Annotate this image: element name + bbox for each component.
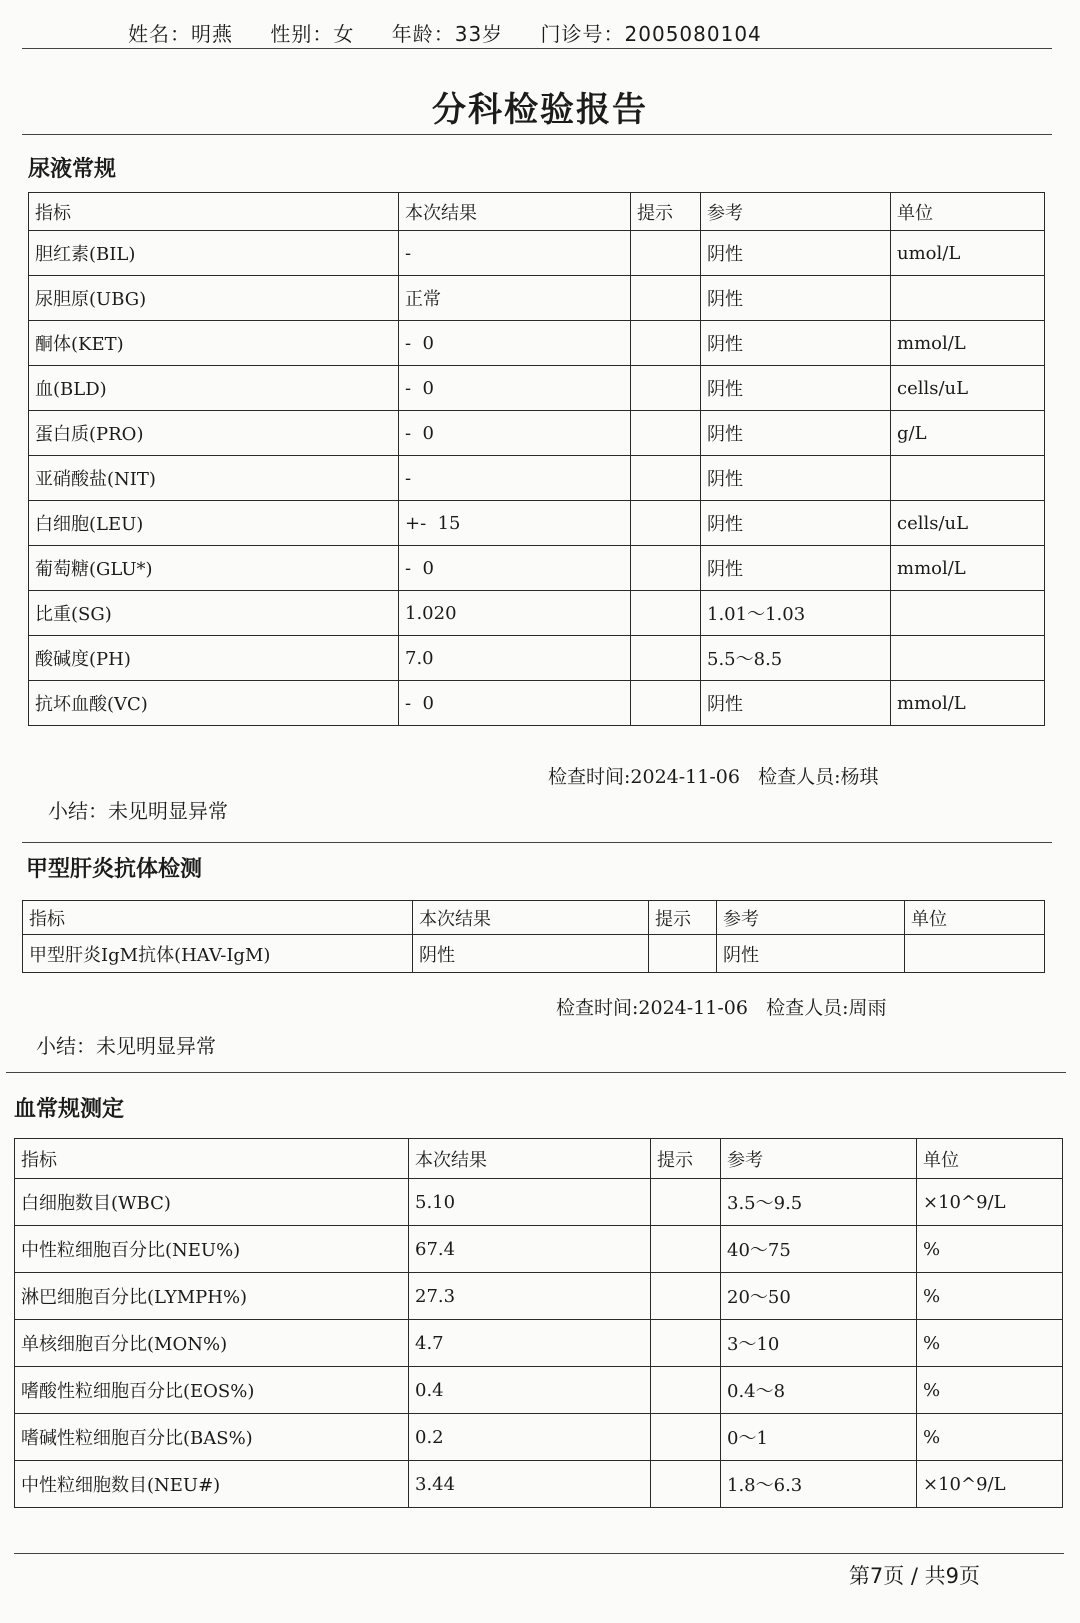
patient-name: 姓名：明燕 (128, 22, 233, 46)
col-unit: mmol/L (891, 546, 1045, 591)
col-ref: 阴性 (717, 935, 905, 973)
header-col-name: 指标 (23, 901, 413, 935)
col-unit: % (917, 1367, 1063, 1414)
col-ref: 5.5～8.5 (701, 636, 891, 681)
table-row (29, 276, 1045, 321)
col-unit: cells/uL (891, 501, 1045, 546)
report-title: 分科检验报告 (432, 90, 648, 130)
header-col-hint: 提示 (651, 1139, 721, 1179)
col-name: 血(BLD) (29, 366, 399, 411)
col-hint (631, 636, 701, 681)
check-info-urine (548, 762, 878, 789)
col-unit (891, 456, 1045, 501)
col-ref: 0.4～8 (721, 1367, 917, 1414)
summary-hav: 小结：未见明显异常 (36, 1034, 216, 1058)
col-hint (651, 1414, 721, 1461)
col-result: 阴性 (413, 935, 649, 973)
checker: 检查人员:周雨 (766, 997, 887, 1019)
col-ref: 20～50 (721, 1273, 917, 1320)
col-result: 0.4 (409, 1367, 651, 1414)
col-hint (651, 1367, 721, 1414)
table-row (29, 456, 1045, 501)
col-unit: ×10^9/L (917, 1179, 1063, 1226)
table-row (29, 681, 1045, 726)
table-row (29, 636, 1045, 681)
section-title-urine: 尿液常规 (28, 157, 117, 182)
col-result: - 0 (399, 411, 631, 456)
col-hint (631, 411, 701, 456)
table-row (15, 1226, 1063, 1273)
table-row (29, 591, 1045, 636)
col-ref: 阴性 (701, 321, 891, 366)
table-row (15, 1367, 1063, 1414)
col-name: 中性粒细胞百分比(NEU%) (15, 1226, 409, 1273)
col-result: - 0 (399, 366, 631, 411)
table-header-row (23, 901, 1045, 935)
table-row (29, 231, 1045, 276)
header-col-ref: 参考 (701, 193, 891, 231)
col-name: 蛋白质(PRO) (29, 411, 399, 456)
col-name: 葡萄糖(GLU*) (29, 546, 399, 591)
col-ref: 阴性 (701, 411, 891, 456)
table-header-row (15, 1139, 1063, 1179)
page-number: 第7页 / 共9页 (848, 1564, 980, 1588)
header-col-hint: 提示 (631, 193, 701, 231)
col-unit (891, 636, 1045, 681)
col-name: 胆红素(BIL) (29, 231, 399, 276)
hav-table (22, 900, 1045, 973)
col-name: 淋巴细胞百分比(LYMPH%) (15, 1273, 409, 1320)
col-name: 酸碱度(PH) (29, 636, 399, 681)
col-hint (631, 366, 701, 411)
table-row (29, 366, 1045, 411)
summary-urine: 小结：未见明显异常 (48, 799, 228, 823)
col-unit: % (917, 1320, 1063, 1367)
blood-table (14, 1138, 1063, 1508)
table-row (29, 321, 1045, 366)
header-col-ref: 参考 (721, 1139, 917, 1179)
col-ref: 阴性 (701, 276, 891, 321)
col-hint (631, 546, 701, 591)
table-row (15, 1320, 1063, 1367)
col-hint (649, 935, 717, 973)
col-result: +- 15 (399, 501, 631, 546)
check-time: 检查时间:2024-11-06 (548, 766, 740, 788)
col-ref: 1.8～6.3 (721, 1461, 917, 1508)
header-col-hint: 提示 (649, 901, 717, 935)
col-ref: 阴性 (701, 366, 891, 411)
col-name: 白细胞(LEU) (29, 501, 399, 546)
check-time: 检查时间:2024-11-06 (556, 997, 748, 1019)
header-col-unit: 单位 (891, 193, 1045, 231)
header-col-unit: 单位 (905, 901, 1045, 935)
col-unit: mmol/L (891, 321, 1045, 366)
table-row (15, 1179, 1063, 1226)
header-col-result: 本次结果 (413, 901, 649, 935)
table-row (29, 546, 1045, 591)
section-title-blood: 血常规测定 (14, 1097, 125, 1122)
col-hint (651, 1273, 721, 1320)
col-hint (631, 681, 701, 726)
header-col-unit: 单位 (917, 1139, 1063, 1179)
table-row (23, 935, 1045, 973)
col-unit: cells/uL (891, 366, 1045, 411)
col-hint (631, 456, 701, 501)
col-unit: g/L (891, 411, 1045, 456)
patient-header (128, 18, 792, 47)
check-info-hav (556, 993, 886, 1020)
col-name: 比重(SG) (29, 591, 399, 636)
col-ref: 阴性 (701, 231, 891, 276)
col-hint (651, 1179, 721, 1226)
table-row (15, 1461, 1063, 1508)
col-hint (651, 1226, 721, 1273)
patient-gender: 性别：女 (270, 22, 355, 46)
col-ref: 阴性 (701, 456, 891, 501)
col-name: 甲型肝炎IgM抗体(HAV-IgM) (23, 935, 413, 973)
col-ref: 1.01～1.03 (701, 591, 891, 636)
col-hint (631, 321, 701, 366)
col-result: 27.3 (409, 1273, 651, 1320)
col-hint (631, 276, 701, 321)
table-row (29, 411, 1045, 456)
title-divider (22, 134, 1052, 135)
header-divider (22, 48, 1052, 49)
col-result: 5.10 (409, 1179, 651, 1226)
col-hint (651, 1461, 721, 1508)
col-ref: 3.5～9.5 (721, 1179, 917, 1226)
col-result: 1.020 (399, 591, 631, 636)
col-name: 抗坏血酸(VC) (29, 681, 399, 726)
col-name: 亚硝酸盐(NIT) (29, 456, 399, 501)
col-result: - 0 (399, 681, 631, 726)
footer-divider (14, 1553, 1064, 1554)
col-result: - (399, 456, 631, 501)
col-unit (905, 935, 1045, 973)
col-name: 酮体(KET) (29, 321, 399, 366)
col-hint (631, 591, 701, 636)
section-title-hav: 甲型肝炎抗体检测 (26, 857, 203, 882)
col-ref: 阴性 (701, 546, 891, 591)
col-ref: 40～75 (721, 1226, 917, 1273)
col-name: 单核细胞百分比(MON%) (15, 1320, 409, 1367)
col-result: 67.4 (409, 1226, 651, 1273)
col-unit: mmol/L (891, 681, 1045, 726)
col-unit: % (917, 1226, 1063, 1273)
col-hint (651, 1320, 721, 1367)
col-ref: 0～1 (721, 1414, 917, 1461)
section-divider (6, 1072, 1066, 1073)
col-unit: ×10^9/L (917, 1461, 1063, 1508)
col-name: 嗜碱性粒细胞百分比(BAS%) (15, 1414, 409, 1461)
table-header-row (29, 193, 1045, 231)
table-row (29, 501, 1045, 546)
table-row (15, 1273, 1063, 1320)
col-result: - (399, 231, 631, 276)
col-result: - 0 (399, 546, 631, 591)
col-result: 4.7 (409, 1320, 651, 1367)
col-unit: % (917, 1414, 1063, 1461)
header-col-name: 指标 (29, 193, 399, 231)
header-col-result: 本次结果 (399, 193, 631, 231)
clinic-number: 门诊号：2005080104 (540, 22, 762, 46)
col-name: 尿胆原(UBG) (29, 276, 399, 321)
col-name: 嗜酸性粒细胞百分比(EOS%) (15, 1367, 409, 1414)
col-ref: 3～10 (721, 1320, 917, 1367)
col-unit (891, 276, 1045, 321)
col-unit: umol/L (891, 231, 1045, 276)
col-unit: % (917, 1273, 1063, 1320)
col-hint (631, 231, 701, 276)
checker: 检查人员:杨琪 (758, 766, 879, 788)
section-divider (22, 842, 1052, 843)
col-result: - 0 (399, 321, 631, 366)
table-row (15, 1414, 1063, 1461)
col-result: 正常 (399, 276, 631, 321)
col-unit (891, 591, 1045, 636)
col-hint (631, 501, 701, 546)
urine-table (28, 192, 1045, 726)
col-result: 3.44 (409, 1461, 651, 1508)
header-col-result: 本次结果 (409, 1139, 651, 1179)
col-name: 中性粒细胞数目(NEU#) (15, 1461, 409, 1508)
patient-age: 年龄：33岁 (391, 22, 504, 46)
col-name: 白细胞数目(WBC) (15, 1179, 409, 1226)
col-result: 0.2 (409, 1414, 651, 1461)
col-result: 7.0 (399, 636, 631, 681)
col-ref: 阴性 (701, 681, 891, 726)
col-ref: 阴性 (701, 501, 891, 546)
header-col-name: 指标 (15, 1139, 409, 1179)
header-col-ref: 参考 (717, 901, 905, 935)
